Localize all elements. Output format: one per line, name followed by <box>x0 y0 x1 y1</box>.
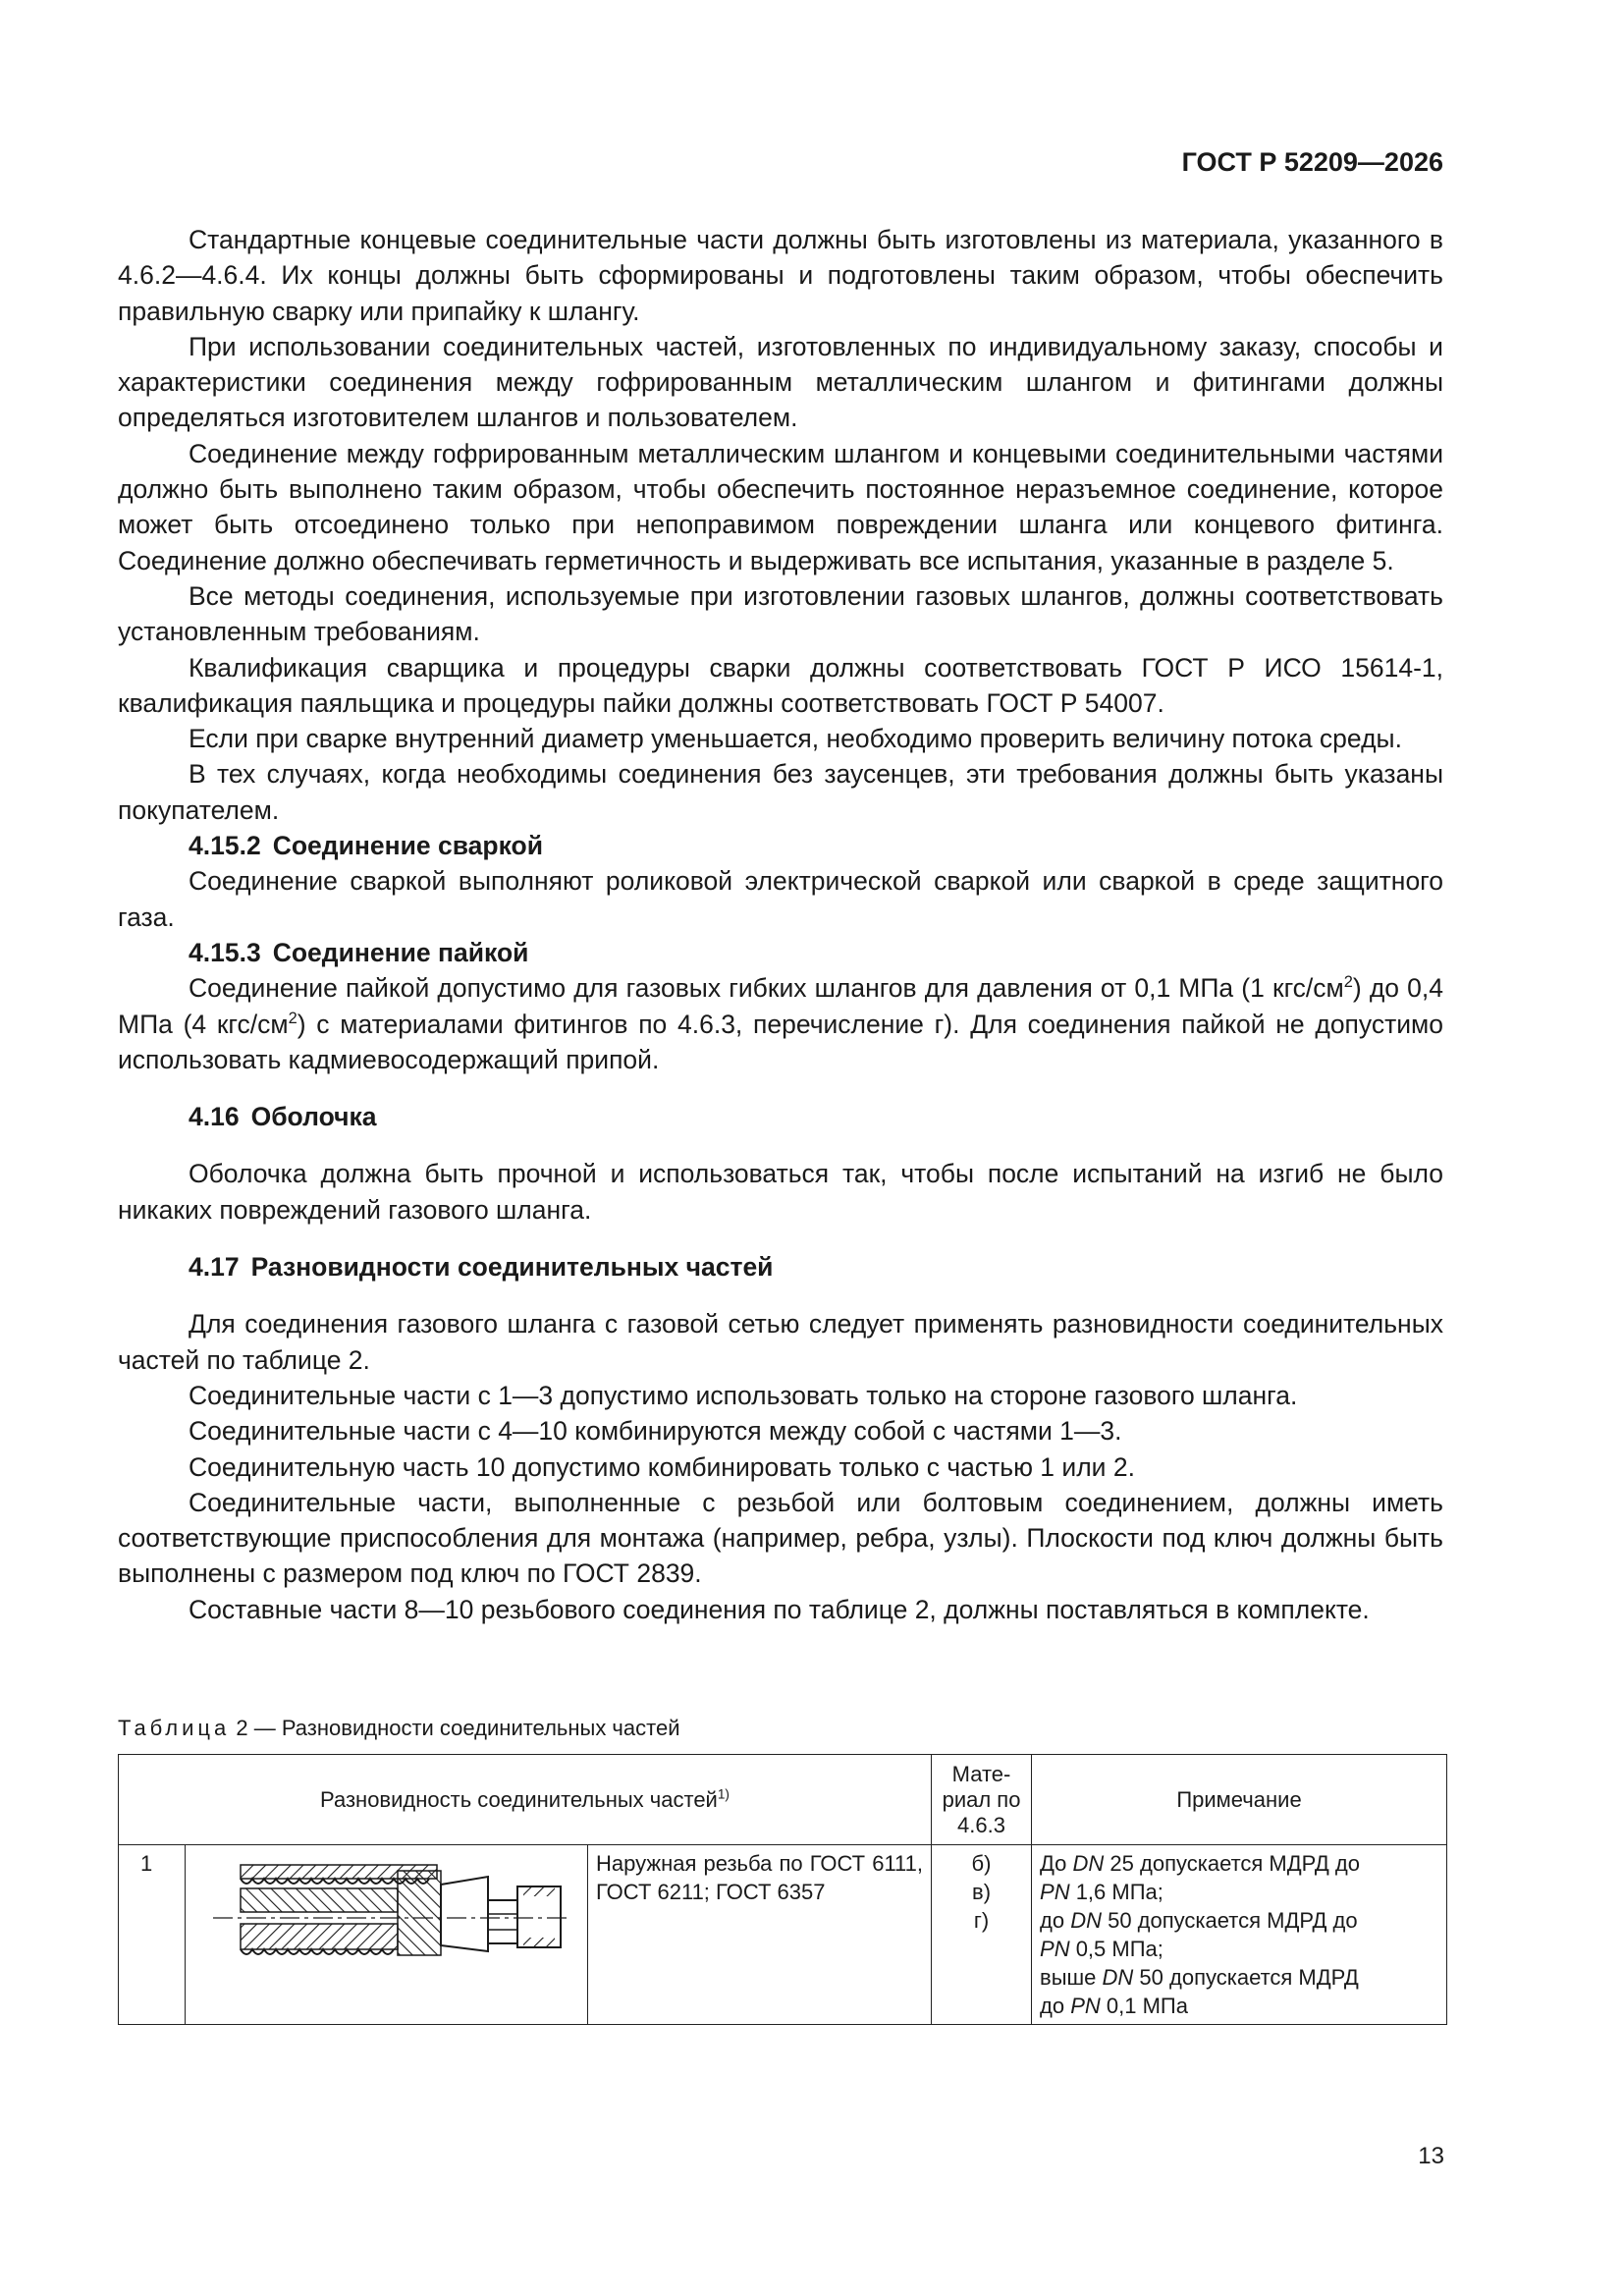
header-material-line: 4.6.3 <box>957 1812 1005 1837</box>
paragraph: Соединительные части, выполненные с резьбой или болтовым соединением, должны иметь соответствующие приспособления для монтажа (например, ребра, узлы). Плоскости под ключ должны быть выполнены с размером под ключ по ГОСТ 2839. <box>118 1487 1443 1589</box>
note-line <box>1040 1963 1438 1992</box>
note-line <box>1040 1906 1438 1935</box>
section-title: Разновидности соединительных частей <box>250 1252 774 1283</box>
paragraph: Если при сварке внутренний диаметр уменьшается, необходимо проверить величину потока среды. <box>189 724 1402 754</box>
paragraph: При использовании соединительных частей, изготовленных по индивидуальному заказу, способы и характеристики соединения между гофрированным металлическим шлангом и фитингами должны определяться изготовителем шлангов и пользователем. <box>118 331 1443 433</box>
paragraph: Квалификация сварщика и процедуры сварки должны соответствовать ГОСТ Р ИСО 15614-1, квалификация паяльщика и процедуры пайки должны соответствовать ГОСТ Р 54007. <box>118 652 1443 718</box>
text-run: Соединение пайкой допустимо для газовых гибких шлангов для давления от 0,1 МПа (1 кгс/см <box>189 973 1344 1004</box>
section-heading-4-17 <box>118 1249 1443 1285</box>
section-title: Соединение пайкой <box>272 937 529 967</box>
note-symbol: DN <box>1072 1851 1105 1876</box>
note-text: 0,1 МПа <box>1100 1994 1188 2018</box>
header-variety <box>119 1755 932 1845</box>
section-title: Оболочка <box>250 1102 377 1132</box>
paragraph: Соединение между гофрированным металлическим шлангом и концевыми соединительными частями должно быть выполнено таким образом, чтобы обеспечить постоянное неразъемное соединение, которое может быть отсоединено только при непоправимом повреждении шланга или концевого фитинга. Соединение должно обеспечивать герметичность и выдерживать все испытания, указанные в разделе 5. <box>118 438 1443 575</box>
section-heading-4-15-2 <box>118 828 1443 863</box>
text-run: ) с материалами фитингов по 4.6.3, перечисление г). Для соединения пайкой не допустимо использовать кадмиевосодержащий припой. <box>118 1009 1444 1074</box>
doc-code-header: ГОСТ Р 52209—2026 <box>1181 147 1443 177</box>
note-text: 1,6 МПа; <box>1069 1880 1163 1904</box>
paragraph: В тех случаях, когда необходимы соединения без заусенцев, эти требования должны быть указаны покупателем. <box>118 759 1443 825</box>
paragraph: Для соединения газового шланга с газовой сетью следует применять разновидности соединительных частей по таблице 2. <box>118 1309 1443 1375</box>
text-run: ) до 0,4 МПа (4 кгс/см <box>118 973 1444 1039</box>
note-text: 0,5 МПа; <box>1069 1937 1163 1961</box>
note-symbol: DN <box>1070 1908 1102 1933</box>
paragraph: Соединительные части с 1—3 допустимо использовать только на стороне газового шланга. <box>189 1380 1298 1410</box>
paragraph: Соединение сваркой выполняют роликовой электрической сваркой или сваркой в среде защитного газа. <box>118 866 1443 932</box>
note-text: До <box>1040 1851 1073 1876</box>
note-symbol: PN <box>1040 1880 1070 1904</box>
table-caption-title: 2 — Разновидности соединительных частей <box>236 1716 680 1740</box>
paragraph: Составные части 8—10 резьбового соединения по таблице 2, должны поставляться в комплекте. <box>189 1594 1370 1624</box>
section-number: 4.17 <box>189 1252 240 1283</box>
section-title: Соединение сваркой <box>272 831 544 861</box>
table-row <box>119 1845 1447 2025</box>
section-number: 4.15.3 <box>189 937 261 967</box>
note-line <box>1040 1992 1438 2020</box>
page-number: 13 <box>1418 2143 1444 2169</box>
section-heading-4-16 <box>118 1099 1443 1134</box>
paragraph: Все методы соединения, используемые при изготовлении газовых шлангов, должны соответствовать установленным требованиям. <box>118 580 1443 647</box>
paragraph: Соединительную часть 10 допустимо комбинировать только с частью 1 или 2. <box>189 1451 1135 1482</box>
section-heading-4-15-3 <box>118 935 1443 970</box>
material-item: в) <box>972 1880 992 1904</box>
row-materials <box>932 1845 1032 2025</box>
note-symbol: DN <box>1102 1965 1134 1990</box>
paragraph-soldering <box>118 970 1443 1077</box>
section-number: 4.16 <box>189 1102 240 1132</box>
threaded-hose-fitting-drawing-icon <box>193 1849 578 1977</box>
table-header-row <box>119 1755 1447 1845</box>
header-note: Примечание <box>1032 1755 1447 1845</box>
note-symbol: PN <box>1070 1994 1101 2018</box>
row-figure-cell <box>186 1845 588 2025</box>
superscript: 2 <box>288 1009 298 1027</box>
footnote-mark: 1) <box>717 1786 730 1802</box>
note-line <box>1040 1935 1438 1963</box>
row-note <box>1032 1845 1447 2025</box>
note-text: выше <box>1040 1965 1103 1990</box>
section-number: 4.15.2 <box>189 831 261 861</box>
header-material-line: риал по <box>942 1786 1021 1812</box>
material-item: б) <box>971 1851 992 1876</box>
row-number: 1 <box>119 1845 186 2025</box>
body-text <box>118 222 1443 1627</box>
note-text: до <box>1040 1908 1071 1933</box>
header-variety-text: Разновидность соединительных частей <box>320 1787 718 1812</box>
material-item: г) <box>973 1908 990 1933</box>
note-text: до <box>1040 1994 1071 2018</box>
note-line <box>1040 1878 1438 1906</box>
paragraph: Соединительные части с 4—10 комбинируются между собой с частями 1—3. <box>189 1416 1122 1447</box>
header-material <box>932 1755 1032 1845</box>
note-line <box>1040 1849 1438 1878</box>
note-symbol: PN <box>1040 1937 1070 1961</box>
note-text: 25 допускается МДРД до <box>1104 1851 1360 1876</box>
header-material-line: Мате- <box>951 1761 1011 1786</box>
table-caption <box>118 1716 680 1741</box>
table-caption-label: Таблица <box>118 1716 231 1740</box>
row-description: Наружная резьба по ГОСТ 6111, ГОСТ 6211; ГОСТ 6357 <box>588 1845 932 2025</box>
paragraph: Оболочка должна быть прочной и использоваться так, чтобы после испытаний на изгиб не было никаких повреждений газового шланга. <box>118 1159 1443 1225</box>
superscript: 2 <box>1343 973 1353 992</box>
note-text: 50 допускается МДРД до <box>1101 1908 1358 1933</box>
connector-types-table <box>118 1754 1447 2025</box>
paragraph: Стандартные концевые соединительные части должны быть изготовлены из материала, указанного в 4.6.2—4.6.4. Их концы должны быть сформированы и подготовлены таким образом, чтобы обеспечить правильную сварку или припайку к шлангу. <box>118 225 1443 326</box>
note-text: 50 допускается МДРД <box>1133 1965 1359 1990</box>
